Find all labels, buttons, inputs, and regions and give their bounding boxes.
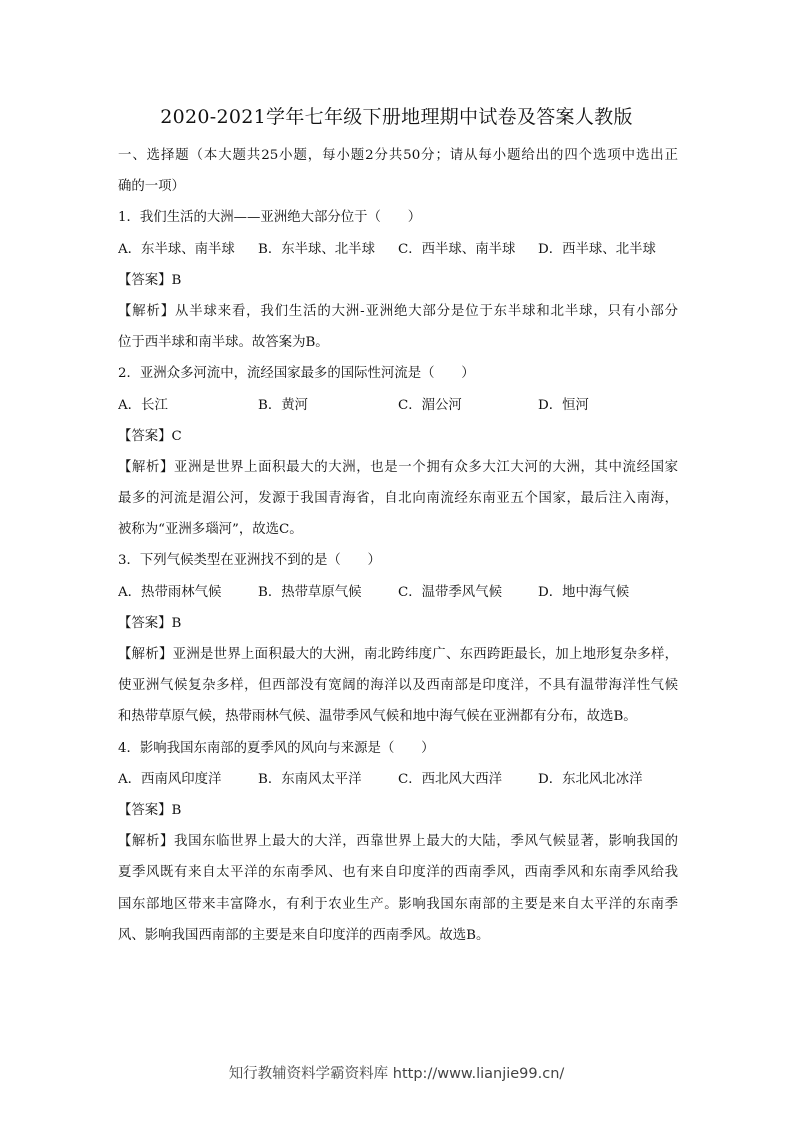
option-d: D．地中海气候 xyxy=(538,584,630,600)
analysis-line: 使亚洲气候复杂多样，但西部没有宽阔的海洋以及西南部是印度洋，不具有温带海洋性气候 xyxy=(118,678,678,694)
analysis-line: 和热带草原气候，热带雨林气候、温带季风气候和地中海气候在亚洲都有分布，故选B。 xyxy=(118,709,637,725)
option-row xyxy=(118,234,678,265)
option-c: C．西半球、南半球 xyxy=(398,241,516,257)
option-b: B．东南风太平洋 xyxy=(258,771,362,787)
option-b: B．黄河 xyxy=(258,397,309,413)
answer: 【答案】B xyxy=(118,615,182,631)
question-2 xyxy=(118,358,678,545)
option-a: A．长江 xyxy=(118,397,168,413)
option-b: B．东半球、北半球 xyxy=(258,241,375,257)
answer: 【答案】B xyxy=(118,802,182,818)
analysis-line: 国东部地区带来丰富降水，有利于农业生产。影响我国东南部的主要是来自太平洋的东南季 xyxy=(118,896,678,912)
option-c: C．温带季风气候 xyxy=(398,584,502,600)
option-d: D．恒河 xyxy=(538,397,589,413)
option-row xyxy=(118,390,678,421)
analysis-line: 【解析】亚洲是世界上面积最大的大洲，南北跨纬度广、东西跨距最长，加上地形复杂多样， xyxy=(118,647,678,662)
option-c: C．西北风大西洋 xyxy=(398,771,502,787)
analysis-line: 最多的河流是湄公河，发源于我国青海省，自北向南流经东南亚五个国家，最后注入南海， xyxy=(118,491,678,507)
question-stem: 1．我们生活的大洲——亚洲绝大部分位于（ ） xyxy=(118,210,422,226)
analysis-line: 【解析】亚洲是世界上面积最大的大洲，也是一个拥有众多大江大河的大洲，其中流经国家 xyxy=(118,459,678,475)
option-row xyxy=(118,764,678,795)
question-4 xyxy=(118,733,678,951)
question-stem: 4．影响我国东南部的夏季风的风向与来源是（ ） xyxy=(118,740,435,756)
question-stem: 3．下列气候类型在亚洲找不到的是（ ） xyxy=(118,553,381,569)
option-a: A．东半球、南半球 xyxy=(118,241,235,257)
option-a: A．热带雨林气候 xyxy=(118,584,222,600)
analysis-line: 位于西半球和南半球。故答案为B。 xyxy=(118,335,329,351)
section-heading-line: 一、选择题（本大题共25小题，每小题2分共50分；请从每小题给出的四个选项中选出正 xyxy=(118,148,678,163)
page-title: 2020-2021学年七年级下册地理期中试卷及答案人教版 xyxy=(160,106,633,128)
question-stem: 2．亚洲众多河流中，流经国家最多的国际性河流是（ ） xyxy=(118,366,475,382)
analysis-line: 【解析】我国东临世界上最大的大洋，西靠世界上最大的大陆，季风气候显著，影响我国的 xyxy=(118,834,678,850)
option-b: B．热带草原气候 xyxy=(258,584,362,600)
footer-watermark: 知行教辅资料学霸资料库 http://www.lianjie99.cn/ xyxy=(228,1066,565,1082)
option-d: D．东北风北冰洋 xyxy=(538,771,643,787)
option-a: A．西南风印度洋 xyxy=(118,771,222,787)
answer: 【答案】C xyxy=(118,428,182,444)
option-c: C．湄公河 xyxy=(398,397,462,413)
question-list xyxy=(118,140,678,951)
answer: 【答案】B xyxy=(118,272,182,288)
analysis-line: 夏季风既有来自太平洋的东南季风、也有来自印度洋的西南季风，西南季风和东南季风给我 xyxy=(118,865,678,881)
analysis-line: 风、影响我国西南部的主要是来自印度洋的西南季风。故选B。 xyxy=(118,927,490,943)
option-d: D．西半球、北半球 xyxy=(538,241,656,257)
option-row xyxy=(118,577,678,608)
analysis-line: 被称为“亚洲多瑙河”，故选C。 xyxy=(118,522,303,538)
question-1 xyxy=(118,202,678,358)
question-3 xyxy=(118,545,678,732)
section-heading-line: 确的一项） xyxy=(118,179,185,195)
analysis-line: 【解析】从半球来看，我们生活的大洲-亚洲绝大部分是位于东半球和北半球，只有小部分 xyxy=(118,303,678,319)
